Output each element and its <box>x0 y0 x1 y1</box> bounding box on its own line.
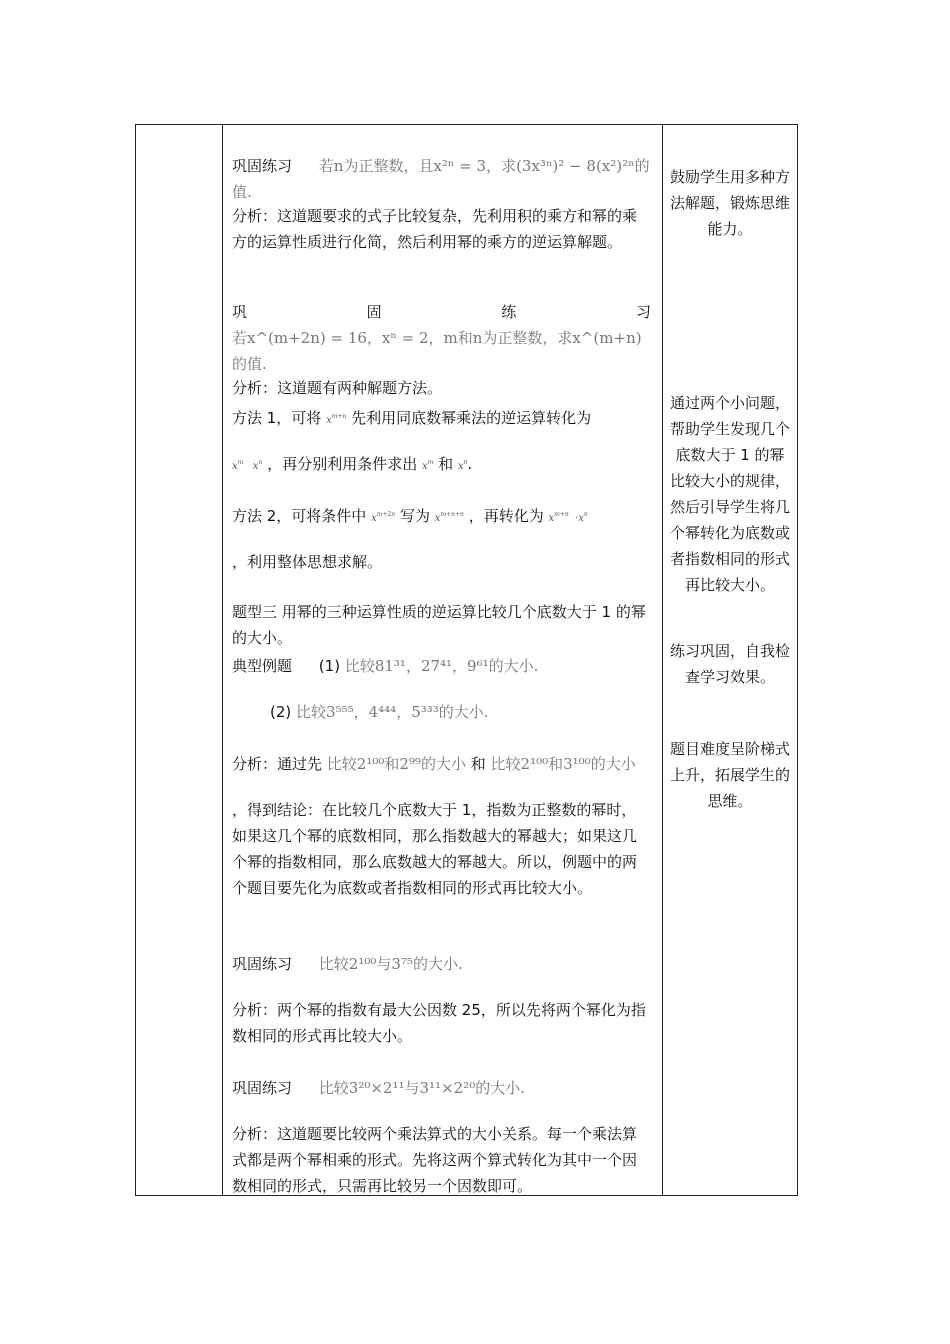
practice-3 <box>232 951 651 977</box>
text: 分析：通过先 <box>232 755 323 773</box>
analysis-text <box>232 751 651 777</box>
text: 先利用同底数幂乘法的逆运算转化为 <box>351 409 592 427</box>
text: ，再分别利用条件求出 <box>267 455 418 473</box>
lesson-table <box>135 124 798 1196</box>
note: 题目难度呈阶梯式上升，拓展学生的思维。 <box>669 740 790 810</box>
practice-2-label <box>232 299 651 325</box>
formula: $x^m$ $x^n$ <box>232 459 263 472</box>
label-char: 练 <box>501 303 517 321</box>
label-char: 习 <box>635 303 651 321</box>
label-char: 巩 <box>232 303 248 321</box>
question-number: (1) <box>318 657 341 675</box>
method-1-cont: $x^m$ $x^n$ ，再分别利用条件求出 $x^m$ 和 $x^n$. <box>232 455 473 473</box>
question-number: (2) <box>270 703 292 721</box>
text: 方法 2，可将条件中 <box>232 507 367 525</box>
practice-1 <box>232 153 651 205</box>
formula: $x^{m+n+n}$ <box>434 511 464 524</box>
formula: $x^m$ <box>421 459 434 472</box>
method-2-cont: ，利用整体思想求解。 <box>232 553 383 571</box>
text: 方法 1，可将 <box>232 409 322 427</box>
label-char: 固 <box>366 303 382 321</box>
example-2 <box>232 699 651 725</box>
analysis-text: 分析：这道题要比较两个乘法算式的大小关系。每一个乘法算式都是两个幂相乘的形式。先将这两个算式转化为其中一个因数相同的形式，只需再比较另一个因数即可。 <box>232 1125 638 1195</box>
question-text: 比较81³¹，27⁴¹，9⁶¹的大小. <box>344 657 539 675</box>
analysis-text: 分析：两个幂的指数有最大公因数 25，所以先将两个幂化为指数相同的形式再比较大小。 <box>232 1001 646 1045</box>
column-divider <box>222 125 223 1195</box>
note: 通过两个小问题，帮助学生发现几个底数大于 1 的幂比较大小的规律，然后引导学生将几个幂转化为底数或者指数相同的形式再比较大小。 <box>669 394 790 594</box>
analysis-text: 分析：这道题要求的式子比较复杂，先利用积的乘方和幂的乘方的运算性质进行化简，然后利用幂的乘方的逆运算解题。 <box>232 207 638 251</box>
type-3-title: 题型三 用幂的三种运算性质的逆运算比较几个底数大于 1 的幂的大小。 <box>232 603 646 647</box>
example-1 <box>232 653 651 679</box>
text: 和 <box>438 455 454 473</box>
problem-text: 比较3²⁰×2¹¹与3¹¹×2²⁰的大小. <box>318 1079 525 1097</box>
problem-text: 比较2¹⁰⁰与3⁷⁵的大小. <box>318 955 463 973</box>
practice-label: 巩固练习 <box>232 157 293 175</box>
note: 练习巩固，自我检查学习效果。 <box>669 642 790 686</box>
text: 写为 <box>399 507 430 525</box>
method-2 <box>232 503 651 532</box>
practice-4 <box>232 1075 651 1101</box>
note: 鼓励学生用多种方法解题，锻炼思维能力。 <box>669 168 790 238</box>
method-1 <box>232 405 651 434</box>
example-label: 典型例题 <box>232 657 293 675</box>
analysis-conclusion: ，得到结论：在比较几个底数大于 1，指数为正整数的幂时，如果这几个幂的底数相同，那么指数越大的幂越大；如果这几个幂的指数相同，那么底数越大的幂越大。所以，例题中的两个题目要先化为底数或者指数相同的形式再比较大小。 <box>232 801 638 897</box>
question-text: 比较3⁵⁵⁵，4⁴⁴⁴，5³³³的大小. <box>296 703 489 721</box>
practice-label: 巩固练习 <box>232 955 293 973</box>
practice-label: 巩固练习 <box>232 1079 293 1097</box>
problem-text: 若n为正整数，且x²ⁿ = 3，求(3x³ⁿ)² − 8(x²)²ⁿ的值. <box>232 157 650 201</box>
formula: $x^{m+n} \cdot x^n$ <box>548 511 588 524</box>
formula: $x^{m+n}$ <box>326 413 347 426</box>
formula: $x^n$ <box>457 459 468 472</box>
analysis-text: 分析：这道题有两种解题方法。 <box>232 379 443 397</box>
column-divider <box>662 125 663 1195</box>
problem-text: 若x^(m+2n) = 16，xⁿ = 2，m和n为正整数，求x^(m+n)的值. <box>232 329 642 373</box>
text: ，再转化为 <box>468 507 544 525</box>
formula: 比较2¹⁰⁰和2⁹⁹的大小 <box>326 755 466 773</box>
formula: 比较2¹⁰⁰和3¹⁰⁰的大小 <box>490 755 636 773</box>
text: 和 <box>470 755 486 773</box>
formula: $x^{m+2n}$ <box>371 511 396 524</box>
